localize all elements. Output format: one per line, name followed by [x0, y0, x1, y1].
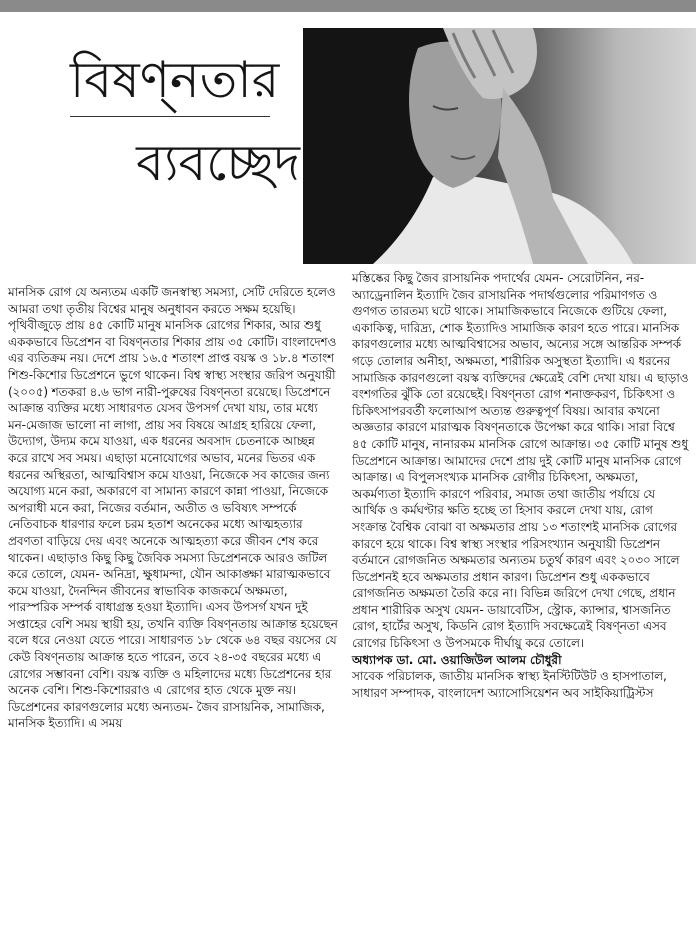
woman-holding-head-photo — [303, 28, 696, 264]
photo-illustration — [303, 28, 696, 264]
author-bio: সাবেক পরিচালক, জাতীয় মানসিক স্বাস্থ্য ইনস্টিটিউট ও হাসপাতাল, সাধারণ সম্পাদক, বাংলাদেশ অ্যাসোসিয়েশন অব সাইকিয়াট্রিস্টস — [352, 669, 667, 700]
article-text-left: মানসিক রোগ যে অন্যতম একটি জনস্বাস্থ্য সমস্যা, সেটি দেরিতে হলেও আমরা তথা তৃতীয় বিশ্বের মানুষ অনুধাবন করতে সক্ষম হয়েছি। পৃথিবীজুড়ে প্রায় ৪৫ কোটি মানুষ মানসিক রোগের শিকার, আর শুধু এককভাবে ডিপ্রেশন বা বিষণ্নতার শিকার প্রায় ৩৫ কোটি। বাংলাদেশও এর ব্যতিক্রম নয়। দেশে প্রায় ১৬.৫ শতাংশ প্রাপ্ত বয়স্ক ও ১৮.৪ শতাংশ শিশু-কিশোর ডিপ্রেশনে ভুগে থাকেন। বিশ্ব স্বাস্থ্য সংস্থার জরিপ অনুযায়ী (২০০৫) শতকরা ৪.৬ ভাগ নারী-পুরুষের বিষণ্নতা রয়েছে। ডিপ্রেশনে আক্রান্ত ব্যক্তির মধ্যে সাধারণত যেসব উপসর্গ দেখা যায়, তার মধ্যে মন-মেজাজ ভালো না লাগা, প্রায় সব বিষয়ে আগ্রহ হারিয়ে ফেলা, উদ্যোগ, উদ্যম কমে যাওয়া, এক ধরনের অবসাদ চেতনাকে আচ্ছন্ন করে রাখে সব সময়। এছাড়া মনোযোগের অভাব, মনের ভিতর এক ধরনের অস্থিরতা, আত্মবিশ্বাস কমে যাওয়া, নিজেকে সব কাজের জন্য অযোগ্য মনে করা, অকারণে বা সামান্য কারণে কান্না পাওয়া, নিজেকে অপরাধী মনে করা, নিজের বর্তমান, অতীত ও ভবিষ্যৎ সম্পর্কে নেতিবাচক ধারণার ফলে চরম হতাশ অনেকের মধ্যে আত্মহত্যার প্রবণতা বাড়িয়ে দেয় এবং অনেকে আত্মহত্যা করে জীবন শেষ করে থাকেন। এছাড়াও কিছু কিছু জৈবিক সমস্যা ডিপ্রেশনকে আরও জটিল করে তোলে, যেমন- অনিদ্রা, ক্ষুধামন্দা, যৌন আকাঙ্ক্ষা মারাত্মকভাবে কমে যাওয়া, দৈনন্দিন জীবনের স্বাভাবিক কাজকর্মে অক্ষমতা, পারস্পরিক সম্পর্ক বাধাগ্রস্ত হওয়া ইত্যাদি। এসব উপসর্গ যখন দুই সপ্তাহের বেশি সময় স্থায়ী হয়, তখনি ব্যক্তি বিষণ্নতায় আক্রান্ত হয়েছেন বলে ধরে নেওয়া যেতে পারে। সাধারণত ১৮ থেকে ৬৪ বছর বয়সের যে কেউ বিষণ্নতায় আক্রান্ত হতে পারেন, তবে ২৪-৩৫ বছরের মধ্যে এ রোগের সম্ভাবনা বেশি। বয়স্ক ব্যক্তি ও মহিলাদের মধ্যে ডিপ্রেশনের হার অনেক বেশি। শিশু-কিশোররাও এ রোগের হাত থেকে মুক্ত নয়। ডিপ্রেশনের কারণগুলোর মধ্যে অন্যতম- জৈব রাসায়নিক, সামাজিক, মানসিক ইত্যাদি। এ সময় — [8, 285, 338, 731]
headline — [70, 48, 300, 195]
top-rule — [0, 0, 696, 12]
article-text-right: মস্তিষ্কের কিছু জৈব রাসায়নিক পদার্থের যেমন- সেরোটনিন, নর-অ্যাড্রেনালিন ইত্যাদি জৈব রাসায়নিক পদার্থগুলোর পরিমাণগত ও গুণগত তারতম্য ঘটে থাকে। সামাজিকভাবে নিজেকে গুটিয়ে ফেলা, একাকিত্ব, দারিদ্র্য, শোক ইত্যাদিও সামাজিক কারণ হতে পারে। মানসিক কারণগুলোর মধ্যে আত্মবিশ্বাসের অভাব, অন্যের সঙ্গে আন্তরিক সম্পর্ক গড়ে তোলার অনীহা, অক্ষমতা, শারীরিক অসুস্থতা ইত্যাদি। এ ধরনের সামাজিক কারণগুলো বয়স্ক ব্যক্তিদের ক্ষেত্রেই বেশি দেখা যায়। এ ছাড়াও বংশগতির ঝুঁকি তো রয়েছেই। বিষণ্নতা রোগ শনাক্তকরণ, চিকিৎসা ও চিকিৎসাপরবর্তী ফলোআপ অত্যন্ত গুরুত্বপূর্ণ বিষয়। আবার কখনো অজ্ঞতার কারণে মারাত্মক বিষণ্নতাকে উপেক্ষা করে থাকি। সারা বিশ্বে ৪৫ কোটি মানুষ, নানারকম মানসিক রোগে আক্রান্ত। ৩৫ কোটি মানুষ শুধু ডিপ্রেশনে আক্রান্ত। আমাদের দেশে প্রায় দুই কোটি মানুষ মানসিক রোগে আক্রান্ত। এ বিপুলসংখ্যক মানসিক রোগীর চিকিৎসা, অক্ষমতা, অকর্মণ্যতা ইত্যাদি কারণে পরিবার, সমাজ তথা জাতীয় পর্যায়ে যে আর্থিক ও কর্মঘণ্টার ক্ষতি হচ্ছে তা হিসাব করলে দেখা যায়, রোগ সংক্রান্ত বৈশ্বিক বোঝা বা অক্ষমতার প্রায় ১৩ শতাংশই মানসিক রোগের কারণে হয়ে থাকে। বিশ্ব স্বাস্থ্য সংস্থার পরিসংখ্যান অনুযায়ী ডিপ্রেশন বর্তমানে রোগজনিত অক্ষমতার অন্যতম চতুর্থ কারণ এবং ২০৩০ সালে ডিপ্রেশনই হবে অক্ষমতার প্রধান কারণ। ডিপ্রেশন শুধু এককভাবে রোগজনিত অক্ষমতা তৈরি করে না। বিভিন্ন জরিপে দেখা গেছে, প্রধান প্রধান শারীরিক অসুখ যেমন- ডায়াবেটিস, স্ট্রোক, ক্যান্সার, শ্বাসজনিত রোগ, হার্টের অসুখ, কিডনি রোগ ইত্যাদি সবক্ষেত্রেই বিষণ্নতা এসব রোগের চিকিৎসা ও উপসমকে দীর্ঘায়ু করে তোলে। — [352, 271, 689, 651]
author-name: অধ্যাপক ডা. মো. ওয়াজিউল আলম চৌধুরী — [352, 652, 562, 667]
article-column-left — [8, 284, 338, 732]
headline-divider — [70, 116, 270, 117]
headline-line-1: বিষণ্নতার — [70, 51, 280, 109]
headline-line-2: ব্যবচ্ছেদ — [136, 134, 300, 192]
article-column-right — [352, 270, 690, 701]
